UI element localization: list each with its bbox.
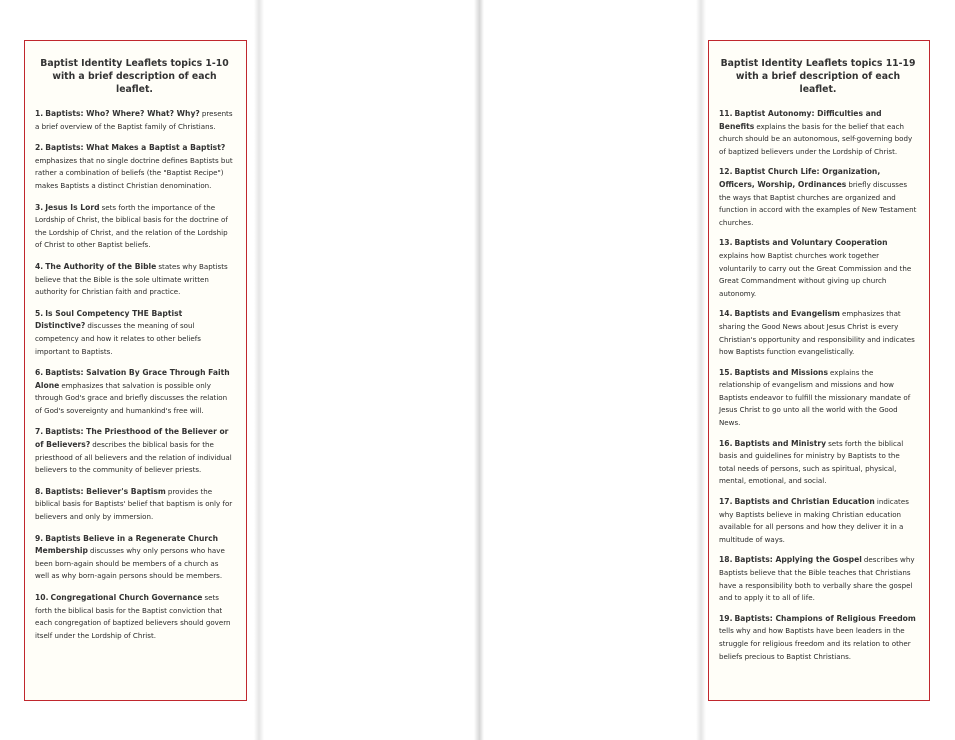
page-fold xyxy=(474,0,484,740)
topic-number: 13. xyxy=(719,238,733,248)
topic-description: emphasizes that salvation is possible only through God's grace and briefly discusses the relation of God's sovereignty and humankind's free will. xyxy=(35,380,228,415)
topic-number: 10. xyxy=(35,593,49,602)
topic-number: 17. xyxy=(719,497,733,507)
topic-title: Baptists: The Priesthood of the Believer or of Believers? xyxy=(35,427,229,450)
leaflet-topic-item xyxy=(35,367,234,417)
leaflet-topic-item xyxy=(719,367,917,430)
topic-title: Baptists Believe in a Regenerate Church Membership xyxy=(35,533,219,556)
topic-description: presents a brief overview of the Baptist family of Christians. xyxy=(35,109,233,131)
topic-number: 19. xyxy=(719,613,733,623)
topic-description: emphasizes that no single doctrine defines Baptists but rather a combination of beliefs (the "Baptist Recipe") makes Baptists a distinct Christian denomination. xyxy=(35,155,233,190)
topic-title: Baptists and Evangelism xyxy=(734,309,840,319)
leaflet-topic-item xyxy=(35,426,234,476)
leaflet-topic-item xyxy=(719,308,917,358)
topic-number: 11. xyxy=(719,109,733,118)
topic-number: 4. xyxy=(35,261,44,271)
topic-title: Baptists: Who? Where? What? Why? xyxy=(45,109,200,118)
topics-11-19-list xyxy=(719,108,917,663)
topic-description: states why Baptists believe that the Bible is the sole ultimate written authority for Christian faith and practice. xyxy=(35,261,228,297)
topic-title: Baptists: Believer's Baptism xyxy=(45,486,166,496)
topic-description: sets forth the importance of the Lordship of Christ, the biblical basis for the doctrine of the Lordship of Christ, and the relation of the Lordship of Christ to other Baptist beliefs. xyxy=(35,202,228,250)
leaflet-topic-item xyxy=(719,613,917,663)
topic-description: provides the biblical basis for Baptists' belief that baptism is only for believers and only by immersion. xyxy=(35,486,233,522)
topic-number: 9. xyxy=(35,533,44,543)
topics-1-10-list xyxy=(35,108,234,642)
topic-title: Baptists: What Makes a Baptist a Baptist? xyxy=(45,143,226,153)
leaflet-topic-item xyxy=(35,142,234,192)
topic-number: 15. xyxy=(719,367,733,377)
topic-description: describes the biblical basis for the priesthood of all believers and the relation of individual believers to the community of believer priests. xyxy=(35,440,232,475)
topic-description: emphasizes that sharing the Good News about Jesus Christ is every Christian's opportunity and responsibility and indicates how Baptists function evangelistically. xyxy=(719,309,915,357)
topic-description: tells why and how Baptists have been leaders in the struggle for religious freedom and its relation to other beliefs precious to Baptist Christians. xyxy=(719,626,911,661)
leaflet-topic-item xyxy=(719,237,917,300)
topic-description: explains the basis for the belief that each church should be an autonomous, self-governing body of baptized believers under the Lordship of Christ. xyxy=(719,121,913,156)
topic-title: Congregational Church Governance xyxy=(50,593,203,602)
topic-description: describes why Baptists believe that the Bible teaches that Christians have a responsibility both to verbally share the gospel and to apply it to all of life. xyxy=(719,555,915,603)
topic-number: 16. xyxy=(719,438,733,448)
heading-line: Baptist Identity Leaflets topics 1-10 xyxy=(40,58,229,69)
leaflet-panel-2 xyxy=(258,0,478,740)
topic-title: Baptists: Salvation By Grace Through Faith Alone xyxy=(35,368,230,390)
leaflet-topic-item xyxy=(719,496,917,546)
topic-description: sets forth the biblical basis and guidelines for ministry by Baptists to the total needs of persons, such as spiritual, physical, mental, emotional, and social. xyxy=(719,438,904,486)
topic-title: Baptists and Voluntary Cooperation xyxy=(734,238,888,248)
heading-line: Baptist Identity Leaflets topics 11-19 xyxy=(720,58,916,69)
leaflet-topic-item xyxy=(35,486,234,524)
topic-number: 8. xyxy=(35,486,44,496)
page-fold xyxy=(254,0,264,740)
topic-title: Baptists and Missions xyxy=(734,367,828,377)
leaflet-topic-item xyxy=(35,308,234,358)
topic-number: 1. xyxy=(35,109,44,118)
topic-description: discusses the meaning of soul competency and how it relates to other beliefs important to Baptists. xyxy=(35,321,201,356)
topic-title: Baptists and Ministry xyxy=(734,438,827,448)
topic-description: discusses why only persons who have been born-again should be members of a church as well as why born-again persons should be members. xyxy=(35,546,225,581)
leaflet-topic-item xyxy=(719,438,917,488)
topics-1-10-heading xyxy=(35,57,234,96)
topic-number: 14. xyxy=(719,309,733,319)
leaflet-topic-item xyxy=(719,166,917,229)
leaflet-topic-item xyxy=(35,202,234,252)
topic-number: 5. xyxy=(35,308,44,318)
topic-description: explains how Baptist churches work together voluntarily to carry out the Great Commission and the Great Commandment without giving up church autonomy. xyxy=(719,250,912,298)
heading-line: with a brief description of each leaflet. xyxy=(735,71,901,95)
topic-title: Baptist Church Life: Organization, Officers, Worship, Ordinances xyxy=(719,167,881,189)
topic-title: Is Soul Competency THE Baptist Distinctive? xyxy=(35,308,183,331)
topics-11-19-box xyxy=(708,40,930,701)
topic-number: 18. xyxy=(719,555,733,565)
topic-number: 3. xyxy=(35,202,44,212)
topic-description: briefly discusses the ways that Baptist churches are organized and function in accord with the examples of New Testament churches. xyxy=(719,179,917,227)
topic-description: sets forth the biblical basis for the Baptist conviction that each congregation of baptized believers should govern itself under the Lordship of Christ. xyxy=(35,593,231,640)
topic-title: Baptists: Champions of Religious Freedom xyxy=(734,613,916,623)
topic-number: 12. xyxy=(719,167,733,177)
leaflet-topic-item xyxy=(35,533,234,583)
topic-title: Baptist Autonomy: Difficulties and Benefits xyxy=(719,109,882,131)
topic-description: indicates why Baptists believe in making Christian education available for all persons and how they deliver it in a multitude of ways. xyxy=(719,497,909,544)
topic-title: Baptists and Christian Education xyxy=(734,497,875,507)
topic-title: Baptists: Applying the Gospel xyxy=(734,555,862,565)
topic-title: Jesus Is Lord xyxy=(45,202,100,212)
topic-number: 2. xyxy=(35,143,44,153)
leaflet-topic-item xyxy=(35,108,234,133)
leaflet-topic-item xyxy=(35,261,234,299)
leaflet-topic-item xyxy=(35,592,234,642)
topic-description: explains the relationship of evangelism and missions and how Baptists endeavor to fulfill the missionary mandate of Jesus Christ to go unto all the world with the Good News. xyxy=(719,367,911,428)
topic-number: 7. xyxy=(35,427,44,437)
leaflet-topic-item xyxy=(719,554,917,604)
topic-title: The Authority of the Bible xyxy=(45,261,157,271)
leaflet-topic-item xyxy=(719,108,917,158)
heading-line: with a brief description of each leaflet. xyxy=(52,71,217,95)
topics-11-19-heading xyxy=(719,57,917,96)
topic-number: 6. xyxy=(35,368,44,378)
page-fold xyxy=(696,0,706,740)
leaflet-panel-3 xyxy=(478,0,700,740)
topics-1-10-box xyxy=(24,40,247,701)
